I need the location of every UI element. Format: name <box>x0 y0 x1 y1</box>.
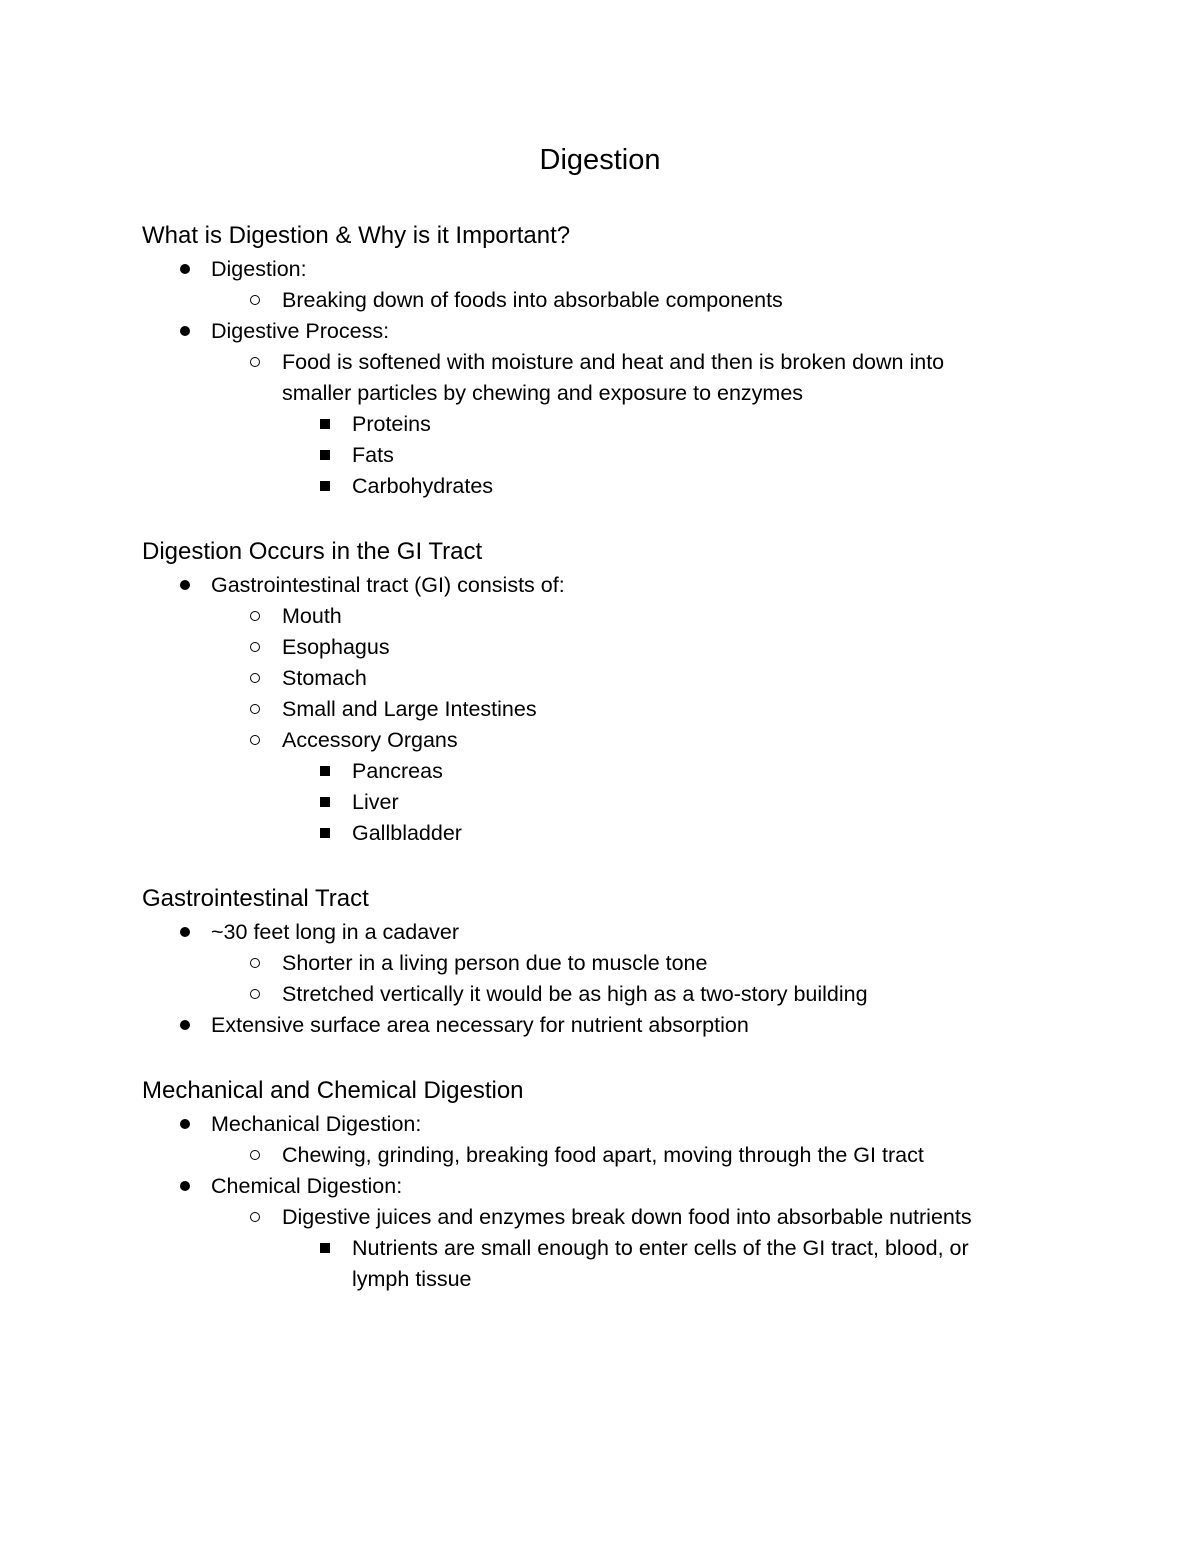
list-item-text: lymph tissue <box>352 1267 472 1291</box>
section-heading: What is Digestion & Why is it Important? <box>142 222 571 249</box>
list-item-text: Breaking down of foods into absorbable components <box>282 288 783 312</box>
hollow-circle-bullet-icon <box>250 611 260 621</box>
hollow-circle-bullet-icon <box>250 357 260 367</box>
document-title: Digestion <box>539 144 661 176</box>
list-item-text: Accessory Organs <box>282 728 458 752</box>
list-item-text: Esophagus <box>282 635 390 659</box>
list-item-text: Extensive surface area necessary for nutrient absorption <box>211 1013 749 1037</box>
list-item-text: Digestive Process: <box>211 319 390 343</box>
section-heading: Gastrointestinal Tract <box>142 885 369 912</box>
hollow-circle-bullet-icon <box>250 642 260 652</box>
list-item-text: Chemical Digestion: <box>211 1174 403 1198</box>
filled-circle-bullet-icon <box>180 264 190 274</box>
list-item-text: Digestion: <box>211 257 307 281</box>
square-bullet-icon <box>320 481 330 491</box>
hollow-circle-bullet-icon <box>250 704 260 714</box>
square-bullet-icon <box>320 419 330 429</box>
list-item-text: Carbohydrates <box>352 474 494 498</box>
list-item-text: ~30 feet long in a cadaver <box>211 920 460 944</box>
square-bullet-icon <box>320 797 330 807</box>
list-item-text: Chewing, grinding, breaking food apart, moving through the GI tract <box>282 1143 924 1167</box>
square-bullet-icon <box>320 766 330 776</box>
filled-circle-bullet-icon <box>180 1020 190 1030</box>
list-item-text: Proteins <box>352 412 431 436</box>
list-item-text: Mouth <box>282 604 342 628</box>
list-item-text: Food is softened with moisture and heat and then is broken down into <box>282 350 945 374</box>
list-item-text: Nutrients are small enough to enter cells of the GI tract, blood, or <box>352 1236 969 1260</box>
hollow-circle-bullet-icon <box>250 673 260 683</box>
square-bullet-icon <box>320 1243 330 1253</box>
list-item-text: Mechanical Digestion: <box>211 1112 422 1136</box>
square-bullet-icon <box>320 450 330 460</box>
hollow-circle-bullet-icon <box>250 958 260 968</box>
filled-circle-bullet-icon <box>180 927 190 937</box>
list-item-text: Small and Large Intestines <box>282 697 537 721</box>
section-heading: Digestion Occurs in the GI Tract <box>142 538 483 565</box>
list-item-text: Stretched vertically it would be as high as a two-story building <box>282 982 868 1006</box>
list-item-text: Pancreas <box>352 759 443 783</box>
square-bullet-icon <box>320 828 330 838</box>
filled-circle-bullet-icon <box>180 1119 190 1129</box>
filled-circle-bullet-icon <box>180 1181 190 1191</box>
list-item-text: Shorter in a living person due to muscle tone <box>282 951 708 975</box>
list-item-text: Gallbladder <box>352 821 462 845</box>
list-item-text: Digestive juices and enzymes break down food into absorbable nutrients <box>282 1205 972 1229</box>
list-item-text: smaller particles by chewing and exposure to enzymes <box>282 381 804 405</box>
list-item-text: Fats <box>352 443 394 467</box>
section-heading: Mechanical and Chemical Digestion <box>142 1077 524 1104</box>
hollow-circle-bullet-icon <box>250 735 260 745</box>
hollow-circle-bullet-icon <box>250 989 260 999</box>
hollow-circle-bullet-icon <box>250 1150 260 1160</box>
list-item-text: Liver <box>352 790 399 814</box>
hollow-circle-bullet-icon <box>250 295 260 305</box>
filled-circle-bullet-icon <box>180 326 190 336</box>
filled-circle-bullet-icon <box>180 580 190 590</box>
list-item-text: Gastrointestinal tract (GI) consists of: <box>211 573 565 597</box>
hollow-circle-bullet-icon <box>250 1212 260 1222</box>
list-item-text: Stomach <box>282 666 367 690</box>
